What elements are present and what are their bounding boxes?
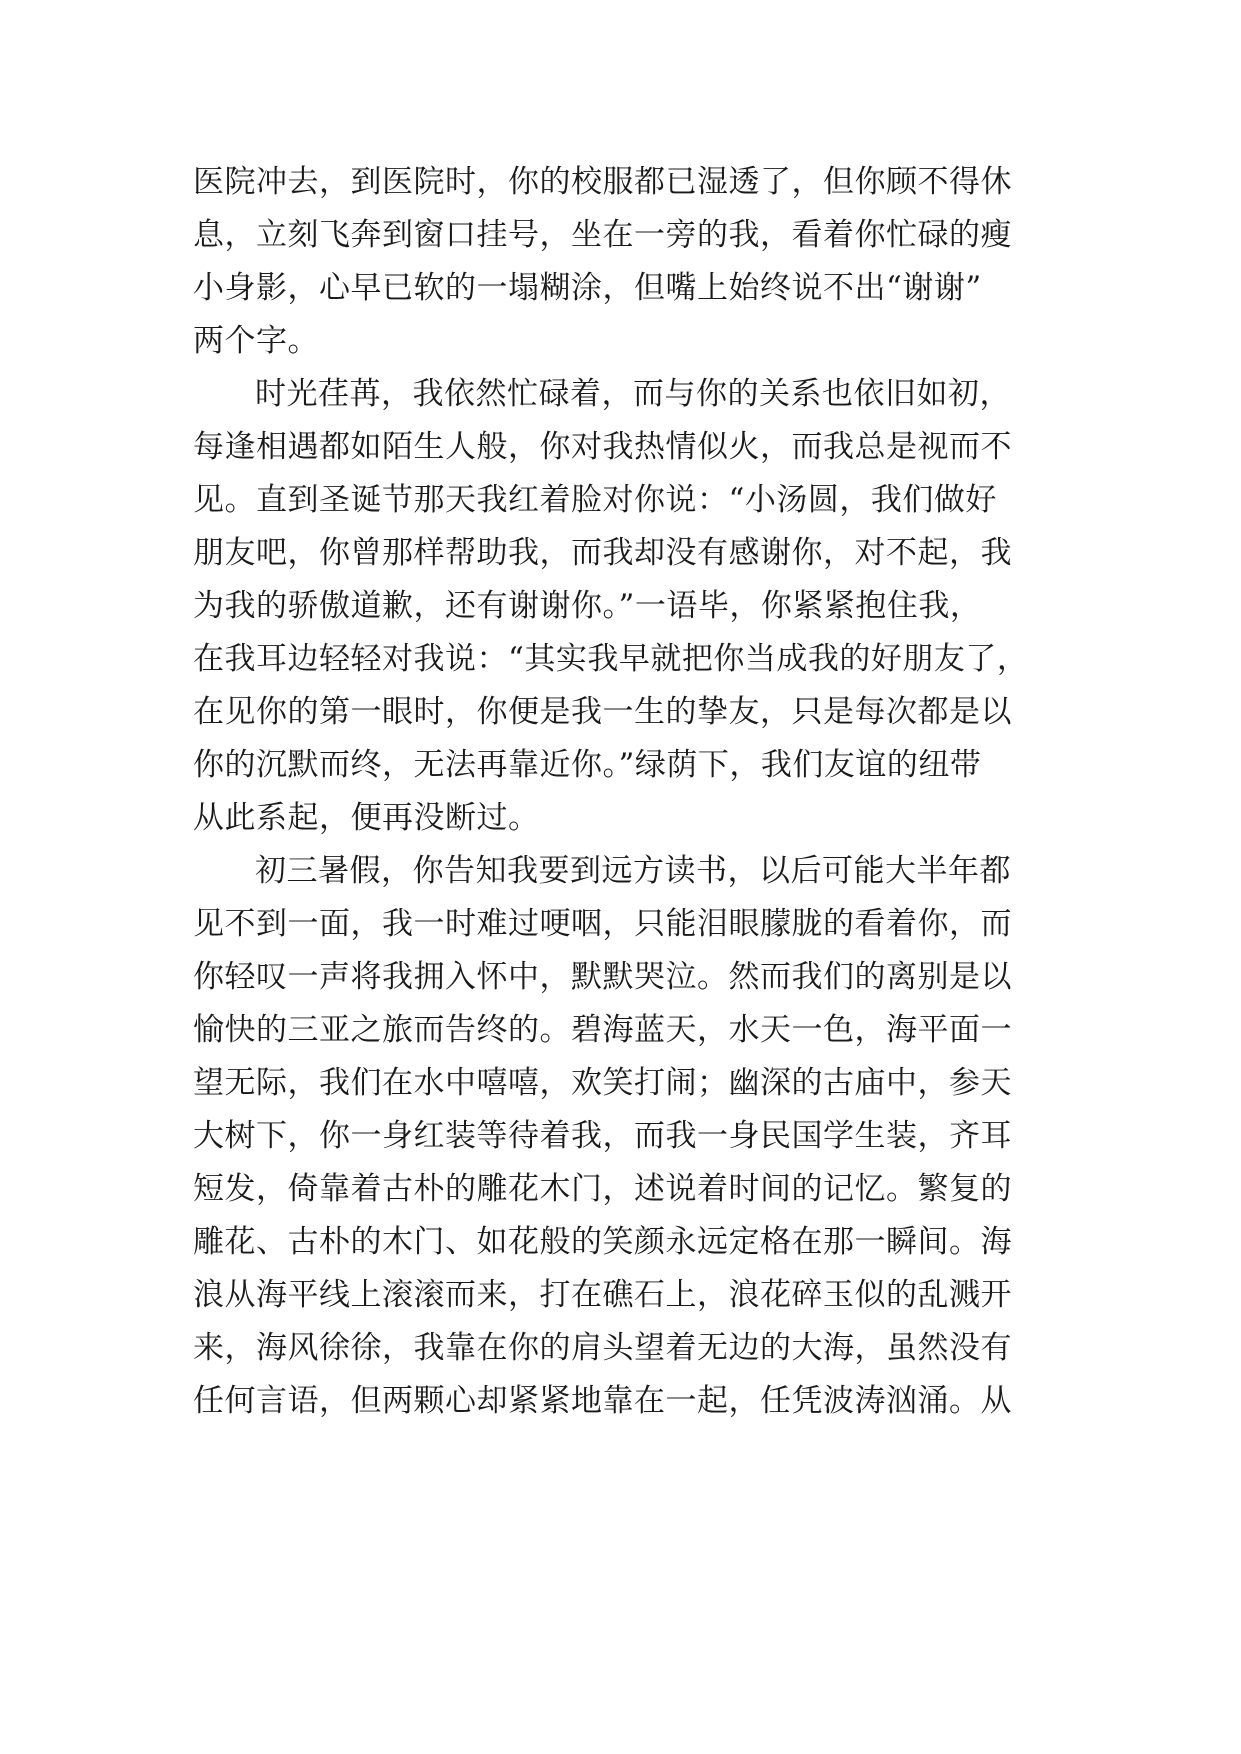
text-line: 雕花、古朴的木门、如花般的笑颜永远定格在那一瞬间。海 [193, 1224, 1012, 1260]
text-line: 你轻叹一声将我拥入怀中，默默哭泣。然而我们的离别是以 [193, 959, 1012, 995]
text-line: 在我耳边轻轻对我说：“其实我早就把你当成我的好朋友了， [193, 641, 1029, 677]
text-line: 小身影，心早已软的一塌糊涂，但嘴上始终说不出“谢谢” [193, 270, 982, 306]
paragraph-first-line: 初三暑假，你告知我要到远方读书，以后可能大半年都 [255, 853, 1011, 889]
text-line: 任何言语，但两颗心却紧紧地靠在一起，任凭波涛汹涌。从 [193, 1383, 1012, 1419]
text-line: 朋友吧，你曾那样帮助我，而我却没有感谢你，对不起，我 [193, 535, 1012, 571]
text-line: 医院冲去，到医院时，你的校服都已湿透了，但你顾不得休 [193, 164, 1012, 200]
text-line: 望无际，我们在水中嘻嘻，欢笑打闹；幽深的古庙中，参天 [193, 1065, 1012, 1101]
text-line: 为我的骄傲道歉，还有谢谢你。”一语毕，你紧紧抱住我， [193, 588, 982, 624]
text-line: 在见你的第一眼时，你便是我一生的挚友，只是每次都是以 [193, 694, 1012, 730]
text-line: 你的沉默而终，无法再靠近你。”绿荫下，我们友谊的纽带 [193, 747, 982, 783]
text-line: 愉快的三亚之旅而告终的。碧海蓝天，水天一色，海平面一 [193, 1012, 1012, 1048]
text-line: 短发，倚靠着古朴的雕花木门，述说着时间的记忆。繁复的 [193, 1171, 1012, 1207]
text-line: 大树下，你一身红装等待着我，而我一身民国学生装，齐耳 [193, 1118, 1012, 1154]
text-line: 浪从海平线上滚滚而来，打在礁石上，浪花碎玉似的乱溅开 [193, 1277, 1012, 1313]
text-line: 息，立刻飞奔到窗口挂号，坐在一旁的我，看着你忙碌的瘦 [193, 217, 1012, 253]
text-line: 两个字。 [193, 323, 319, 359]
text-line: 见。直到圣诞节那天我红着脸对你说：“小汤圆，我们做好 [193, 482, 997, 518]
text-line: 来，海风徐徐，我靠在你的肩头望着无边的大海，虽然没有 [193, 1330, 1012, 1366]
text-line: 每逢相遇都如陌生人般，你对我热情似火，而我总是视而不 [193, 429, 1012, 465]
text-line: 见不到一面，我一时难过哽咽，只能泪眼朦胧的看着你，而 [193, 906, 1012, 942]
paragraph-first-line: 时光荏苒，我依然忙碌着，而与你的关系也依旧如初， [255, 376, 1011, 412]
text-line: 从此系起，便再没断过。 [193, 800, 540, 836]
